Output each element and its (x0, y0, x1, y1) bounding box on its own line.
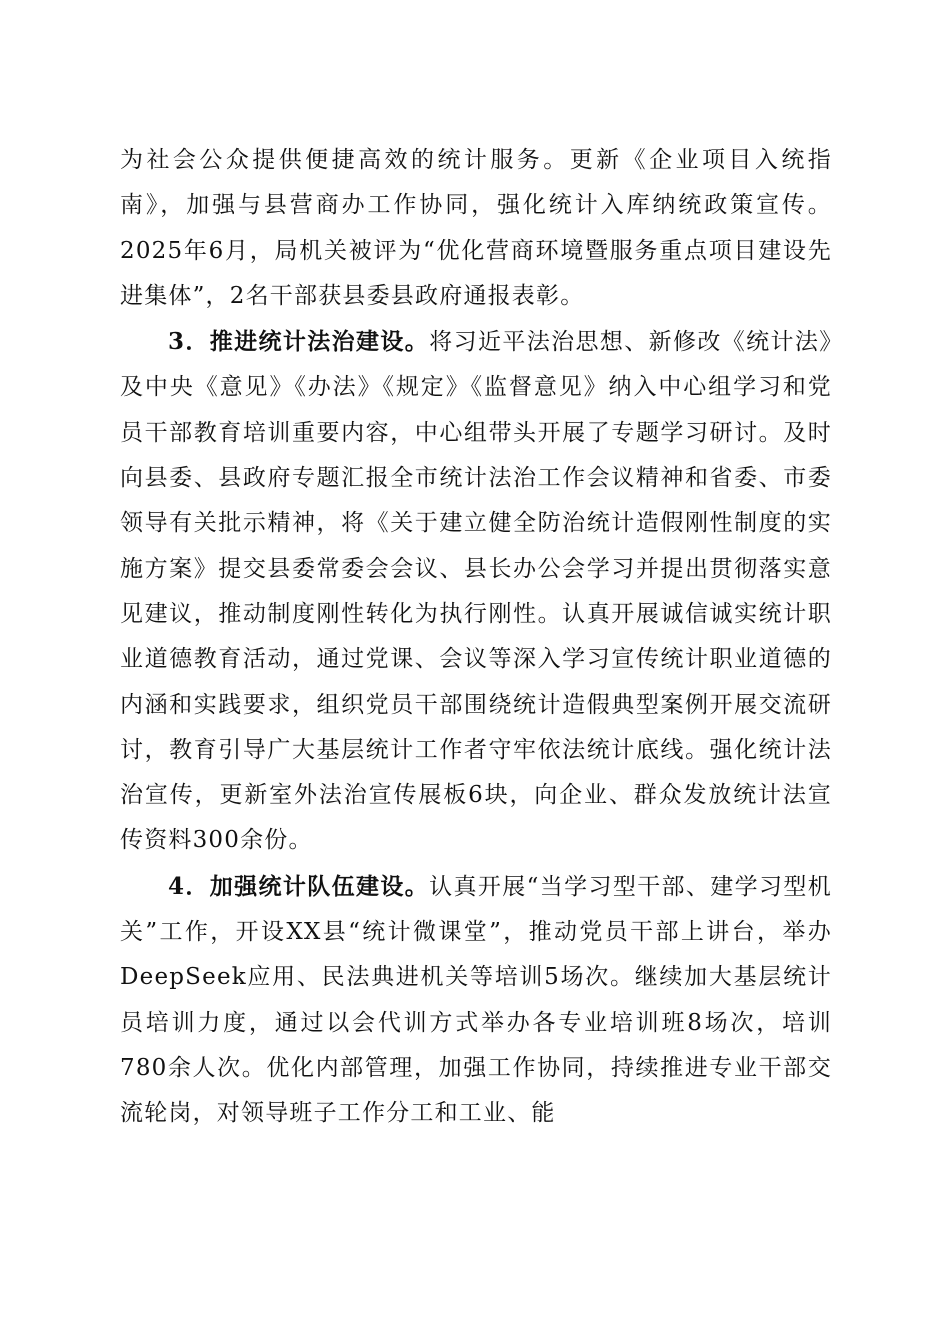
paragraph-text: 将习近平法治思想、新修改《统计法》及中央《意见》《办法》《规定》《监督意见》纳入中心组学习和党员干部教育培训重要内容，中心组带头开展了专题学习研讨。及时向县委、县政府专题汇报全市统计法治工作会议精神和省委、市委领导有关批示精神，将《关于建立健全防治统计造假刚性制度的实施方案》提交县委常委会会议、县长办公会学习并提出贯彻落实意见建议，推动制度刚性转化为执行刚性。认真开展诚信诚实统计职业道德教育活动，通过党课、会议等深入学习宣传统计职业道德的内涵和实践要求，组织党员干部围绕统计造假典型案例开展交流研讨，教育引导广大基层统计工作者守牢依法统计底线。强化统计法治宣传，更新室外法治宣传展板6块，向企业、群众发放统计法宣传资料300余份。 (120, 329, 832, 854)
section-heading-4: 4．加强统计队伍建设。 (168, 872, 430, 900)
section-heading-3: 3．推进统计法治建设。 (168, 328, 430, 356)
paragraph-rule-of-law (120, 319, 832, 864)
paragraph-team-building (120, 864, 832, 1137)
document-body (120, 138, 832, 1137)
paragraph-text: 认真开展“当学习型干部、建学习型机关”工作，开设XX县“统计微课堂”，推动党员干部上讲台，举办DeepSeek应用、民法典进机关等培训5场次。继续加大基层统计员培训力度，通过以会代训方式举办各专业培训班8场次，培训780余人次。优化内部管理，加强工作协同，持续推进专业干部交流轮岗，对领导班子工作分工和工业、能 (120, 873, 832, 1127)
paragraph-intro (120, 138, 832, 319)
paragraph-text: 为社会公众提供便捷高效的统计服务。更新《企业项目入统指南》，加强与县营商办工作协同，强化统计入库纳统政策宣传。2025年6月，局机关被评为“优化营商环境暨服务重点项目建设先进集体”，2名干部获县委县政府通报表彰。 (120, 147, 832, 309)
